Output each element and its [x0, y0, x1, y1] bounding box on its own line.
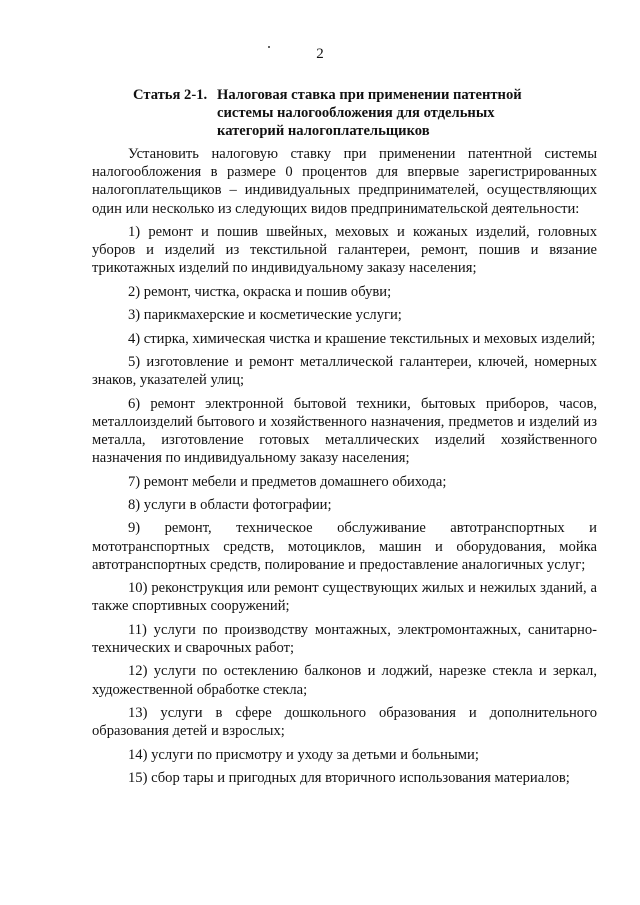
list-item: 4) стирка, химическая чистка и крашение текстильных и меховых изделий; [128, 330, 596, 347]
article-body [92, 145, 597, 787]
article-title-line: Налоговая ставка при применении патентной [217, 87, 522, 103]
list-item: 10) реконструкция или ремонт существующих жилых и нежилых зданий, а также спортивных сооружений; [92, 580, 597, 615]
list-item: 7) ремонт мебели и предметов домашнего обихода; [128, 473, 447, 490]
page-number: 2 [316, 46, 324, 62]
list-item: 11) услуги по производству монтажных, электромонтажных, санитарно-технических и сварочных работ; [92, 621, 597, 656]
list-item: 6) ремонт электронной бытовой техники, бытовых приборов, часов, металлоизделий бытового и хозяйственного назначения, предметов и изделий из металла, изготовление готовых металлических изделий хозяйственного назначения по индивидуальному заказу населения; [92, 395, 597, 467]
article-heading-line-1 [133, 86, 613, 104]
scan-speck [268, 46, 270, 48]
list-item: 1) ремонт и пошив швейных, меховых и кожаных изделий, головных уборов и изделий из текстильной галантереи, ремонт, пошив и вязание трикотажных изделий по индивидуальному заказу населения; [92, 224, 597, 277]
article-title-line: категорий налогоплательщиков [217, 123, 430, 139]
list-item: 3) парикмахерские и косметические услуги; [128, 307, 402, 324]
article-heading [133, 86, 613, 140]
list-item: 13) услуги в сфере дошкольного образования и дополнительного образования детей и взрослых; [92, 704, 597, 740]
article-label: Статья 2-1. [133, 87, 208, 103]
list-item: 2) ремонт, чистка, окраска и пошив обуви; [128, 283, 392, 300]
list-item: 12) услуги по остеклению балконов и лоджий, нарезке стекла и зеркал, художественной обработке стекла; [92, 663, 597, 698]
article-title-line: системы налогообложения для отдельных [217, 105, 495, 121]
list-item: 9) ремонт, техническое обслуживание автотранспортных и мототранспортных средств, мотоциклов, машин и оборудования, мойка автотранспортных средств, полирование и предоставление аналогичных услуг; [92, 520, 597, 573]
list-item: 14) услуги по присмотру и уходу за детьми и больными; [128, 746, 479, 763]
list-item: 15) сбор тары и пригодных для вторичного использования материалов; [128, 769, 570, 786]
intro-paragraph: Установить налоговую ставку при применении патентной системы налогообложения в размере 0 процентов для впервые зарегистрированных налогоплательщиков – индивидуальных предпринимателей, осуществляющих один или несколько из следующих видов предпринимательской деятельности: [92, 146, 597, 217]
list-item: 5) изготовление и ремонт металлической галантереи, ключей, номерных знаков, указателей улиц; [92, 353, 597, 389]
list-item: 8) услуги в области фотографии; [128, 496, 332, 513]
